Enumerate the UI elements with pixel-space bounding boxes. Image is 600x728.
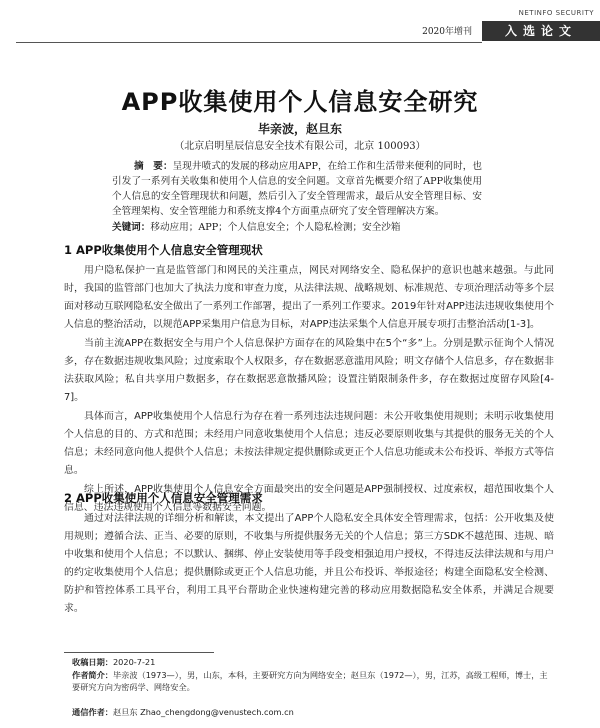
paragraph: 具体而言，APP收集使用个人信息行为存在着一系列违法违规问题：未公开收集使用规则；未明示收集使用个人信息的目的、方式和范围；未经用户同意收集使用个人信息；违反必要原则收集与其提供的服务无关的个人信息；未经同意向他人提供个人信息；未按法律规定提供删除或更正个人信息功能或未公布投诉、举报方式等信息。	[64, 411, 554, 476]
abstract	[112, 159, 482, 219]
footnote-bio	[72, 669, 552, 693]
paragraph: 通过对法律法规的详细分析和解读，本文提出了APP个人隐私安全具体安全管理需求，包括：公开收集及使用规则；遵循合法、正当、必要的原则，不收集与所提供服务无关的个人信息；第三方SDK不越范围、违规、暗中收集和使用个人信息；不以默认、捆绑、停止安装使用等手段变相强迫用户授权，不得违反法律法规和与用户的约定收集使用个人信息；提供删除或更正个人信息功能，并且公布投诉、举报途径；构建全面隐私安全检测、防护和管控体系工具平台，利用工具平台帮助企业快速构建完善的移动应用数据隐私安全体系，并满足合规要求。	[64, 513, 554, 614]
keywords	[112, 219, 492, 233]
contact-text: 赵旦东 Zhao_chengdong@venustech.com.cn	[112, 707, 294, 717]
page-header	[0, 6, 600, 40]
section-2-heading: 2 APP收集使用个人信息安全管理需求	[64, 491, 263, 505]
bio-text: 毕亲波（1973—），男，山东，本科，主要研究方向为网络安全；赵旦东（1972—），男，江苏，高级工程师，博士，主要研究方向为密码学、网络安全。	[72, 670, 548, 692]
received-date: 2020-7-21	[112, 657, 156, 667]
contact-label: 通信作者：	[72, 707, 113, 717]
footnote-contact	[72, 706, 552, 718]
section-1-body	[64, 262, 554, 518]
paragraph: 用户隐私保护一直是监管部门和网民的关注重点，网民对网络安全、隐私保护的意识也越来越强。与此同时，我国的监管部门也加大了执法力度和审查力度，从法律法规、战略规划、标准规范、专项治理活动等多个层面对移动互联网隐私安全做出了一系列工作部署，提出了一系列工作要求。2019年针对APP违法违规收集使用个人信息的整治活动，以规范APP采集用户信息为目标，对APP违法采集个人信息开展专项打击整治活动[1-3]。	[64, 265, 554, 330]
paragraph: 综上所述，APP收集使用个人信息安全方面最突出的安全问题是APP强制授权、过度索权，超范围收集个人信息、违法违规使用个人信息等数据安全问题。	[64, 484, 554, 513]
abstract-label: 摘 要：	[134, 161, 173, 172]
header-rule	[16, 42, 482, 43]
issue-label: 2020年增刊	[422, 27, 472, 37]
authors: 毕亲波，赵旦东	[257, 122, 342, 136]
section-2-body	[64, 510, 554, 619]
footnote-received	[72, 656, 552, 668]
paragraph: 当前主流APP在数据安全与用户个人信息保护方面存在的风险集中在5个“多”上。分别是默示征询个人情况多，存在数据违规收集风险；过度索取个人权限多，存在数据恶意滥用风险；明文存储个人信息多，存在数据非法获取风险；私自共享用户数据多，存在数据恶意散播风险；设置注销限制条件多，存在数据过度留存风险[4-7]。	[64, 338, 554, 403]
keywords-text: 移动应用；APP；个人信息安全；个人隐私检测；安全沙箱	[150, 222, 401, 233]
footnote-rule	[64, 652, 214, 653]
abstract-text: 呈现井喷式的发展的移动应用APP，在给工作和生活带来便利的同时，也引发了一系列有关收集和使用个人信息的安全问题。文章首先概要介绍了APP收集使用个人信息的安全管理现状和问题，然后引入了安全管理需求，最后从安全管理目标、安全管理架构、安全管理能力和系统支撑4个方面重点研究了安全管理解决方案。	[112, 161, 482, 217]
received-label: 收稿日期：	[72, 657, 113, 667]
section-tag: 入选论文	[482, 21, 600, 41]
section-1-heading: 1 APP收集使用个人信息安全管理现状	[64, 243, 263, 257]
affiliation: （北京启明星辰信息安全技术有限公司，北京 100093）	[174, 141, 426, 152]
article-title: APP收集使用个人信息安全研究	[121, 88, 479, 116]
journal-name: NETINFO SECURITY	[518, 9, 594, 17]
keywords-label: 关键词：	[112, 222, 151, 233]
bio-label: 作者简介：	[72, 670, 113, 680]
